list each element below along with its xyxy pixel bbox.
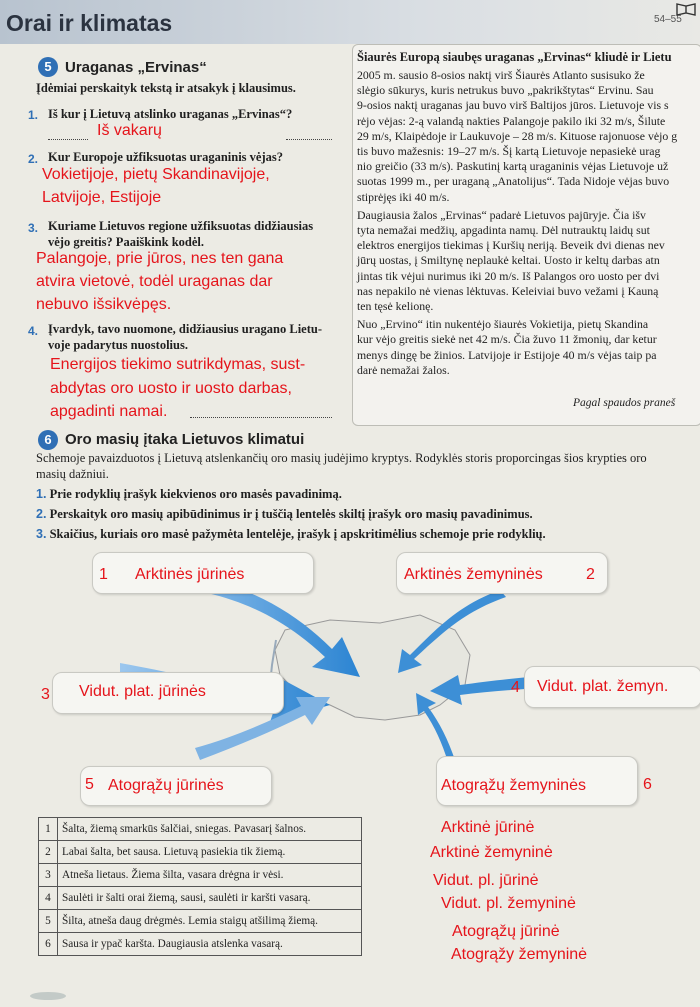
question-3-text-line-2: vėjo greitis? Paaiškink kodėl. [48,235,205,249]
news-line: nas nepakilo nė vienas lėktuvas. Keleiviai buvo vežami į Kauną [357,283,659,298]
table-answer-2[interactable]: Arktinė žemyninė [430,844,553,861]
air-mass-table [38,817,362,956]
section-5-badge: 5 [38,57,58,77]
arrow-6-label[interactable]: Atogrąžų žemyninės [441,777,586,794]
arrow-3-number: 3 [41,686,50,703]
news-line: 9-osios naktį uraganas jau buvo virš Baltijos jūros. Lietuvoje vis s [357,98,669,113]
news-paragraph-3 [353,314,700,378]
task-1-text: Prie rodyklių įrašyk kiekvienos oro masės pavadinimą. [49,487,342,501]
section-5-title: Uraganas „Ervinas“ [65,59,207,76]
table-row-number: 2 [39,841,58,864]
question-3-answer-line-2[interactable]: atvira vietovė, todėl uraganas dar [36,273,273,290]
news-line: elektros energijos tiekimas į Kuršių neriją. Beveik dvi dienas nev [357,238,665,253]
table-answer-6[interactable]: Atogrąžy žemyninė [451,946,588,963]
arrow-2-number: 2 [586,566,595,583]
task-3-text: Skaičius, kuriais oro masė pažymėta lentelėje, įrašyk į apskritimėlius schemoje prie rodyklių. [49,527,546,541]
section-6-title: Oro masių įtaka Lietuvos klimatui [65,431,305,448]
question-3-number: 3. [28,221,39,235]
table-row-description: Sausa ir ypač karšta. Daugiausia atslenka vasarą. [58,933,362,956]
question-1-answer[interactable]: Iš vakarų [97,122,162,139]
table-row-number: 6 [39,933,58,956]
news-line: jintas tik vėjui nurimus iki 20 m/s. Iš Palangos oro uosto per dvi [357,268,660,283]
question-4-text-line-2: voje padarytus nuostolius. [48,338,188,352]
section-6-badge: 6 [38,430,58,450]
table-row [39,933,362,956]
table-row-number: 3 [39,864,58,887]
answer-line [190,416,332,418]
question-2-text: Kur Europoje užfiksuotas uraganinis vėjas? [48,150,283,164]
news-line: slėgio sūkurys, kuris netrukus buvo „pakrikštytas“ Ervinu. Sau [357,83,654,98]
arrow-1-number: 1 [99,566,108,583]
task-2-number: 2. [36,507,47,521]
answer-line [48,138,88,140]
news-line: kur vėjo greitis siekė net 42 m/s. Čia žuvo 11 žmonių, dar ketur [357,332,657,347]
table-answer-5[interactable]: Atogrąžų jūrinė [452,923,560,940]
news-line: stiprėjęs iki 40 m/s. [357,189,450,204]
news-line: nio greičio (33 m/s). Paskutinį kartą uraganinis vėjas Lietuvoje už [357,159,669,174]
news-line: 2005 m. sausio 8-osios naktį virš Šiaurės Atlanto susisuko že [357,68,645,82]
news-line: Nuo „Ervino“ itin nukentėjo šiaurės Vokietija, pietų Skandina [357,317,649,332]
page-number: 54–55 [654,14,682,25]
news-line: ten tęsė kelionę. [357,299,434,314]
table-answer-1[interactable]: Arktinė jūrinė [441,819,535,836]
arrow-6-number: 6 [643,776,652,793]
question-4-answer-line-2[interactable]: abdytas oro uosto ir uosto darbas, [50,380,292,397]
table-answer-4[interactable]: Vidut. pl. žemyninė [441,895,576,912]
news-line: Daugiausia žalos „Ervinas“ padarė Lietuvos pajūryje. Čia išv [357,207,646,222]
arrow-3-label[interactable]: Vidut. plat. jūrinės [79,683,206,700]
table-row-number: 5 [39,910,58,933]
table-row [39,841,362,864]
section-5-instruction: Įdėmiai perskaityk tekstą ir atsakyk į klausimus. [36,81,296,95]
task-3 [36,524,546,544]
question-3-answer-line-3[interactable]: nebuvo išsikvėpęs. [36,296,172,313]
news-paragraph-1 [353,65,700,205]
news-line: suotas 1999 m., per uraganą „Anatolijus“. Tada Nidoje vėjas buvo [357,174,670,189]
news-line: tis buvo mažesnis: 19–27 m/s. Šį kartą Lietuvoje nepasiekė urag [357,144,661,159]
section-6-description-line-2: masių dažniui. [36,467,109,481]
table-row [39,887,362,910]
question-2-number: 2. [28,152,39,166]
task-2-text: Perskaityk oro masių apibūdinimus ir į tuščią lentelės skiltį įrašyk oro masių pavadinimus. [49,507,533,521]
question-3-text-line-1: Kuriame Lietuvos regione užfiksuotas didžiausias [48,219,314,233]
news-source: Pagal spaudos praneš [573,397,676,409]
task-1 [36,484,546,504]
arrow-4-label[interactable]: Vidut. plat. žemyn. [537,678,669,695]
table-row [39,818,362,841]
task-1-number: 1. [36,487,47,501]
arrow-1-label[interactable]: Arktinės jūrinės [135,566,245,583]
arrow-2-label[interactable]: Arktinės žemyninės [404,566,543,583]
table-row [39,864,362,887]
section-6-description-line-1: Schemoje pavaizduotos į Lietuvą atslenkančių oro masių judėjimo kryptys. Rodyklės storis proporcingas šios krypties oro [36,451,647,465]
page-footer-mark [28,988,68,998]
news-line: jūrų uostas, į Smiltynę neplaukė keltai. Uosto ir keltų darbas atn [357,253,660,268]
news-article-box [352,44,700,426]
table-row-number: 4 [39,887,58,910]
arrow-5-label[interactable]: Atogrąžų jūrinės [108,777,224,794]
table-row [39,910,362,933]
question-3-answer-line-1[interactable]: Palangoje, prie jūros, nes ten gana [36,250,284,267]
table-row-description: Labai šalta, bet sausa. Lietuvą pasiekia tik žiemą. [58,841,362,864]
news-line: tyta nemažai medžių, apgadinta namų. Dėl nutrauktų laidų sut [357,223,650,238]
question-4-answer-line-1[interactable]: Energijos tiekimo sutrikdymas, sust- [50,356,306,373]
book-icon [676,2,696,16]
table-row-number: 1 [39,818,58,841]
question-1-text: Iš kur į Lietuvą atslinko uraganas „Ervinas“? [48,107,293,121]
question-2-answer-line-1[interactable]: Vokietijoje, pietų Skandinavijoje, [42,166,270,183]
news-line: rėjo vėjas: 2-ą valandą nakties Palangoje pakilo iki 32 m/s, Šilute [357,113,666,128]
question-1-number: 1. [28,108,39,122]
news-line: menys dingę be žinios. Latvijoje ir Estijoje 40 m/s vėjas taip pa [357,347,657,362]
table-row-description: Šalta, žiemą smarkūs šalčiai, sniegas. Pavasarį šalnos. [58,818,362,841]
question-4-answer-line-3[interactable]: apgadinti namai. [50,403,168,420]
task-3-number: 3. [36,527,47,541]
table-row-description: Atneša lietaus. Žiema šilta, vasara drėgna ir vėsi. [58,864,362,887]
question-4-text-line-1: Įvardyk, tavo nuomone, didžiausius uragano Lietu- [48,322,323,336]
question-2-answer-line-2[interactable]: Latvijoje, Estijoje [42,189,162,206]
arrow-5-number: 5 [85,776,94,793]
news-line: darė nemažai žalos. [357,362,450,377]
arrow-4-number: 4 [511,679,520,696]
task-2 [36,504,546,524]
answer-line [286,138,332,140]
table-answer-3[interactable]: Vidut. pl. jūrinė [433,872,539,889]
table-row-description: Šilta, atneša daug drėgmės. Lemia staigų atšilimą žiemą. [58,910,362,933]
question-4-number: 4. [28,324,39,338]
news-line: 29 m/s, Klaipėdoje ir Laukuvoje – 28 m/s. Kituose rajonuose vėjo g [357,128,678,143]
news-paragraph-2 [353,205,700,314]
page-title: Orai ir klimatas [6,10,173,36]
section-6-tasks [36,484,546,544]
table-row-description: Saulėti ir šalti orai žiemą, sausi, saulėti ir karšti vasarą. [58,887,362,910]
news-title: Šiaurės Europą siaubęs uraganas „Ervinas“ kliudė ir Lietu [357,50,672,64]
